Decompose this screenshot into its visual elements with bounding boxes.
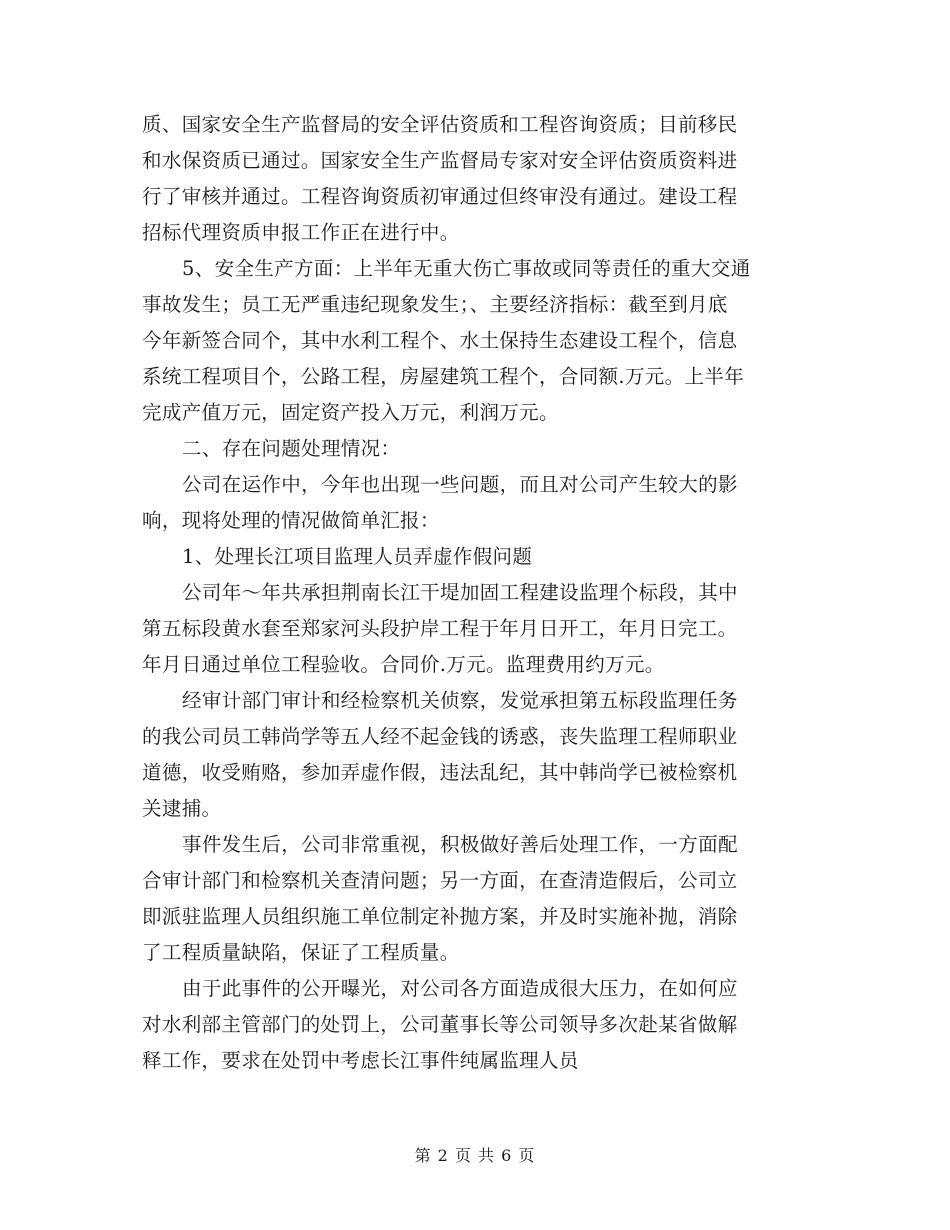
paragraph-safety-production xyxy=(142,251,810,431)
paragraph-audit-findings xyxy=(142,683,810,827)
text-line: 由于此事件的公开曝光，对公司各方面造成很大压力，在如何应 xyxy=(182,977,738,1000)
text-line: 释工作，要求在处罚中考虑长江事件纯属监理人员 xyxy=(142,1049,579,1072)
text-line: 二、存在问题处理情况： xyxy=(182,437,401,460)
paragraph-problems-intro xyxy=(142,467,810,539)
text-line: 关逮捕。 xyxy=(142,797,222,820)
text-line: 和水保资质已通过。国家安全生产监督局专家对安全评估资质资料进 xyxy=(142,149,738,172)
text-line: 事故发生；员工无严重违纪现象发生；、主要经济指标：截至到月底 xyxy=(142,293,728,316)
paragraph-project-background xyxy=(142,575,810,683)
text-line: 招标代理资质申报工作正在进行中。 xyxy=(142,221,460,244)
text-line: 完成产值万元，固定资产投入万元，利润万元。 xyxy=(142,401,559,424)
text-line: 系统工程项目个，公路工程，房屋建筑工程个，合同额.万元。上半年 xyxy=(142,365,745,388)
text-line: 了工程质量缺陷，保证了工程质量。 xyxy=(142,941,460,964)
paragraph-qualifications xyxy=(142,107,810,251)
document-body xyxy=(142,107,810,1079)
text-line: 响，现将处理的情况做简单汇报： xyxy=(142,509,440,532)
text-line: 公司在运作中，今年也出现一些问题，而且对公司产生较大的影 xyxy=(182,473,738,496)
text-line: 第五标段黄水套至郑家河头段护岸工程于年月日开工，年月日完工。 xyxy=(142,617,738,640)
text-line: 质、国家安全生产监督局的安全评估资质和工程咨询资质；目前移民 xyxy=(142,113,738,136)
text-line: 对水利部主管部门的处罚上，公司董事长等公司领导多次赴某省做解 xyxy=(142,1013,738,1036)
text-line: 合审计部门和检察机关查清问题；另一方面，在查清造假后，公司立 xyxy=(142,869,738,892)
text-line: 年月日通过单位工程验收。合同价.万元。监理费用约万元。 xyxy=(142,653,665,676)
subheading-yangtze-issue xyxy=(142,539,810,575)
text-line: 5、安全生产方面：上半年无重大伤亡事故或同等责任的重大交通 xyxy=(182,257,751,280)
text-line: 经审计部门审计和经检察机关侦察，发觉承担第五标段监理任务 xyxy=(182,689,738,712)
section-heading-problems xyxy=(142,431,810,467)
paragraph-public-exposure xyxy=(142,971,810,1079)
page-number-footer: 第 2 页 共 6 页 xyxy=(414,1146,536,1165)
text-line: 即派驻监理人员组织施工单位制定补抛方案，并及时实施补抛，消除 xyxy=(142,905,738,928)
text-line: 公司年～年共承担荆南长江干堤加固工程建设监理个标段，其中 xyxy=(182,581,738,604)
text-line: 1、处理长江项目监理人员弄虚作假问题 xyxy=(182,545,533,568)
text-line: 的我公司员工韩尚学等五人经不起金钱的诱惑，丧失监理工程师职业 xyxy=(142,725,738,748)
text-line: 今年新签合同个，其中水利工程个、水土保持生态建设工程个，信息 xyxy=(142,329,738,352)
text-line: 行了审核并通过。工程咨询资质初审通过但终审没有通过。建设工程 xyxy=(142,185,738,208)
text-line: 事件发生后，公司非常重视，积极做好善后处理工作，一方面配 xyxy=(182,833,738,856)
paragraph-remediation xyxy=(142,827,810,971)
text-line: 道德，收受贿赂，参加弄虚作假，违法乱纪，其中韩尚学已被检察机 xyxy=(142,761,738,784)
